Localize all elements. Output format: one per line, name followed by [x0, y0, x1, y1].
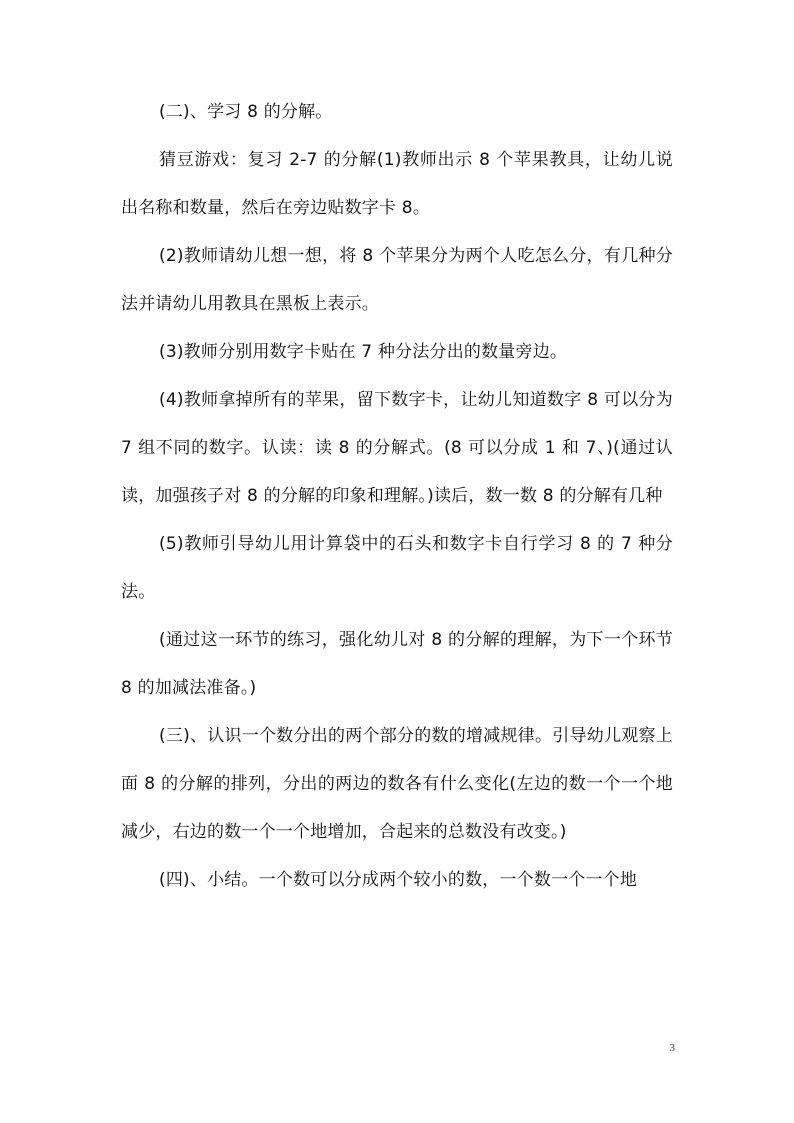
paragraph-step-5: (5)教师引导幼儿用计算袋中的石头和数字卡自行学习 8 的 7 种分法。 [121, 534, 673, 602]
paragraph-guessing-game: 猜豆游戏：复习 2-7 的分解(1)教师出示 8 个苹果教具，让幼儿说出名称和数量，然后在旁边贴数字卡 8。 [121, 150, 673, 218]
paragraph-practice-note: (通过这一环节的练习，强化幼儿对 8 的分解的理解，为下一个环节 8 的加减法准备。) [121, 630, 673, 698]
paragraph-step-4: (4)教师拿掉所有的苹果，留下数字卡，让幼儿知道数字 8 可以分为 7 组不同的数字。认读：读 8 的分解式。(8 可以分成 1 和 7、)(通过认读，加强孩子对 8 的分解的印象和理解。)读后，数一数 8 的分解有几种 [121, 390, 673, 506]
page-number: 3 [669, 1042, 675, 1054]
paragraph-step-2: (2)教师请幼儿想一想，将 8 个苹果分为两个人吃怎么分，有几种分法并请幼儿用教具在黑板上表示。 [121, 246, 673, 314]
paragraph-section-three: (三)、认识一个数分出的两个部分的数的增减规律。引导幼儿观察上面 8 的分解的排列，分出的两边的数各有什么变化(左边的数一个一个地减少，右边的数一个一个地增加，合起来的总数没有改变。) [121, 726, 673, 842]
paragraph-section-four: (四)、小结。一个数可以分成两个较小的数，一个数一个一个地 [159, 870, 638, 890]
document-body [121, 88, 673, 904]
paragraph-step-3: (3)教师分别用数字卡贴在 7 种分法分出的数量旁边。 [159, 342, 568, 362]
paragraph-section-two-heading: (二)、学习 8 的分解。 [159, 102, 333, 122]
